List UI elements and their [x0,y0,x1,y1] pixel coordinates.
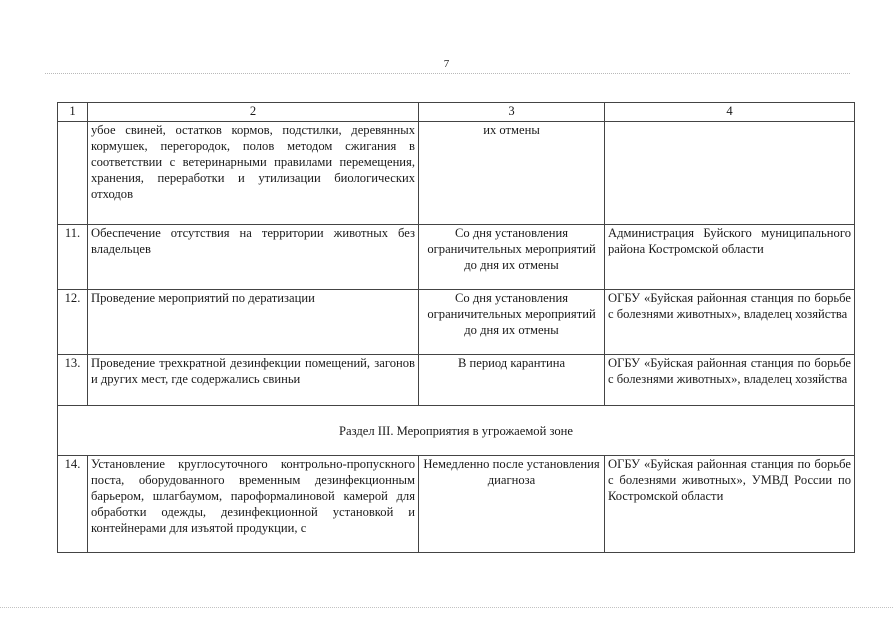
table-header-row [58,103,855,122]
row-number [58,122,88,225]
timing-cell: Со дня установления ограничительных мероприятий до дня их отмены [419,290,605,355]
page-number: 7 [443,58,450,70]
timing-cell: Немедленно после установления диагноза [419,456,605,553]
row-number: 14. [58,456,88,553]
measure-cell: убое свиней, остатков кормов, подстилки, деревянных кормушек, перегородок, полов методом сжигания в соответствии с ветеринарными правилами перемещения, хранения, переработки и утилизации биологических отходов [88,122,419,225]
header-col-1: 1 [58,103,88,122]
section-title: Раздел III. Мероприятия в угрожаемой зоне [58,406,855,456]
measure-cell: Проведение мероприятий по дератизации [88,290,419,355]
table-row [58,122,855,225]
measures-table [57,102,855,553]
section-row [58,406,855,456]
measure-cell: Установление круглосуточного контрольно-пропускного поста, оборудованного временным дезинфекционным барьером, шлагбаумом, пароформалиновой камерой для обработки одежды, дезинфекционной установкой и контейнерами для изъятой продукции, с [88,456,419,553]
row-number: 13. [58,355,88,406]
table-row [58,456,855,553]
timing-cell: их отмены [419,122,605,225]
table-row [58,225,855,290]
header-col-3: 3 [419,103,605,122]
bottom-divider [0,607,893,608]
table-row [58,290,855,355]
timing-cell: В период карантина [419,355,605,406]
row-number: 11. [58,225,88,290]
row-number: 12. [58,290,88,355]
measure-cell: Проведение трехкратной дезинфекции помещений, загонов и других мест, где содержались свиньи [88,355,419,406]
table-row [58,355,855,406]
header-col-4: 4 [605,103,855,122]
top-divider [45,73,850,74]
responsible-cell: ОГБУ «Буйская районная станция по борьбе с болезнями животных», владелец хозяйства [605,355,855,406]
responsible-cell [605,122,855,225]
responsible-cell: Администрация Буйского муниципального района Костромской области [605,225,855,290]
responsible-cell: ОГБУ «Буйская районная станция по борьбе с болезнями животных», владелец хозяйства [605,290,855,355]
measure-cell: Обеспечение отсутствия на территории животных без владельцев [88,225,419,290]
timing-cell: Со дня установления ограничительных мероприятий до дня их отмены [419,225,605,290]
header-col-2: 2 [88,103,419,122]
responsible-cell: ОГБУ «Буйская районная станция по борьбе с болезнями животных», УМВД России по Костромской области [605,456,855,553]
